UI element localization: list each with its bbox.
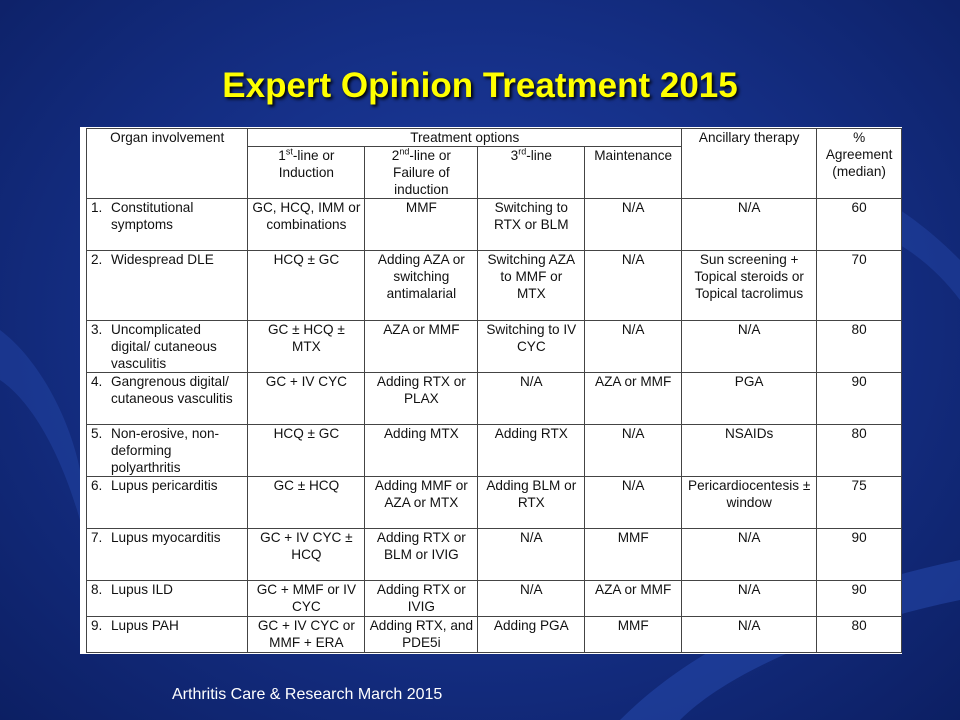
header-second-line: 2nd-line or Failure of induction (365, 147, 478, 199)
header-first-line: 1st-line or Induction (248, 147, 365, 199)
second-line-cell: Adding MTX (365, 425, 478, 477)
header-maintenance: Maintenance (585, 147, 682, 199)
source-citation: Arthritis Care & Research March 2015 (172, 686, 443, 703)
table-row (87, 617, 902, 653)
slide-title: Expert Opinion Treatment 2015 (222, 66, 738, 105)
agreement-cell: 90 (817, 373, 902, 425)
row-number: 5. (91, 426, 103, 441)
maintenance-cell: N/A (585, 251, 682, 321)
first-line-cell: HCQ ± GC (248, 251, 365, 321)
agreement-cell: 80 (817, 617, 902, 653)
header-row-top (87, 129, 902, 147)
table-row (87, 425, 902, 477)
organ-cell (91, 581, 243, 598)
organ-name: Lupus myocarditis (111, 530, 221, 545)
ancillary-cell: N/A (682, 321, 817, 373)
first-line-cell: GC + MMF or IV CYC (248, 581, 365, 617)
maintenance-cell: N/A (585, 321, 682, 373)
header-ancillary: Ancillary therapy (682, 129, 817, 199)
second-line-cell: Adding AZA or switching antimalarial (365, 251, 478, 321)
table-row (87, 581, 902, 617)
third-line-cell: Switching to RTX or BLM (478, 199, 585, 251)
third-line-cell: Switching AZA to MMF or MTX (478, 251, 585, 321)
header-third-line: 3rd-line (478, 147, 585, 199)
third-line-cell: Adding RTX (478, 425, 585, 477)
first-line-cell: GC, HCQ, IMM or combinations (248, 199, 365, 251)
third-line-cell: Adding PGA (478, 617, 585, 653)
maintenance-cell: AZA or MMF (585, 373, 682, 425)
treatment-table (86, 128, 902, 653)
organ-cell (91, 199, 243, 233)
row-number: 4. (91, 374, 103, 389)
organ-cell (91, 251, 243, 268)
header-agreement: % Agreement (median) (817, 129, 902, 199)
agreement-cell: 80 (817, 321, 902, 373)
organ-name: Non-erosive, non-deforming polyarthritis (111, 426, 220, 475)
row-number: 6. (91, 478, 103, 493)
agreement-cell: 90 (817, 529, 902, 581)
ancillary-cell: N/A (682, 581, 817, 617)
second-line-cell: AZA or MMF (365, 321, 478, 373)
third-line-cell: N/A (478, 373, 585, 425)
maintenance-cell: MMF (585, 529, 682, 581)
organ-cell (91, 529, 243, 546)
second-line-cell: Adding RTX or BLM or IVIG (365, 529, 478, 581)
organ-name: Lupus pericarditis (111, 478, 218, 493)
organ-name: Widespread DLE (111, 252, 214, 267)
header-treatment-options: Treatment options (248, 129, 682, 147)
row-number: 3. (91, 322, 103, 337)
organ-cell (91, 321, 243, 372)
agreement-cell: 60 (817, 199, 902, 251)
organ-name: Uncomplicated digital/ cutaneous vasculitis (111, 322, 217, 371)
row-number: 9. (91, 618, 103, 633)
maintenance-cell: N/A (585, 477, 682, 529)
third-line-cell: N/A (478, 529, 585, 581)
ancillary-cell: Pericardiocentesis ± window (682, 477, 817, 529)
table-row (87, 373, 902, 425)
table-row (87, 321, 902, 373)
second-line-cell: Adding RTX, and PDE5i (365, 617, 478, 653)
second-line-cell: Adding MMF or AZA or MTX (365, 477, 478, 529)
organ-cell (91, 477, 243, 494)
first-line-cell: GC + IV CYC ± HCQ (248, 529, 365, 581)
first-line-cell: GC + IV CYC or MMF + ERA (248, 617, 365, 653)
agreement-cell: 75 (817, 477, 902, 529)
third-line-cell: N/A (478, 581, 585, 617)
second-line-cell: Adding RTX or IVIG (365, 581, 478, 617)
maintenance-cell: AZA or MMF (585, 581, 682, 617)
organ-cell (91, 617, 243, 634)
ancillary-cell: N/A (682, 529, 817, 581)
table-row (87, 251, 902, 321)
agreement-cell: 90 (817, 581, 902, 617)
organ-cell (91, 373, 243, 407)
third-line-cell: Switching to IV CYC (478, 321, 585, 373)
organ-name: Gangrenous digital/ cutaneous vasculitis (111, 374, 233, 406)
ancillary-cell: Sun screening + Topical steroids or Topical tacrolimus (682, 251, 817, 321)
table-row (87, 477, 902, 529)
ancillary-cell: NSAIDs (682, 425, 817, 477)
organ-name: Lupus PAH (111, 618, 179, 633)
third-line-cell: Adding BLM or RTX (478, 477, 585, 529)
first-line-cell: GC + IV CYC (248, 373, 365, 425)
organ-name: Constitutional symptoms (111, 200, 194, 232)
first-line-cell: HCQ ± GC (248, 425, 365, 477)
table-row (87, 199, 902, 251)
first-line-cell: GC ± HCQ ± MTX (248, 321, 365, 373)
row-number: 8. (91, 582, 103, 597)
table-row (87, 529, 902, 581)
second-line-cell: MMF (365, 199, 478, 251)
ancillary-cell: N/A (682, 199, 817, 251)
row-number: 2. (91, 252, 103, 267)
ancillary-cell: N/A (682, 617, 817, 653)
treatment-table-panel (80, 127, 902, 654)
row-number: 7. (91, 530, 103, 545)
second-line-cell: Adding RTX or PLAX (365, 373, 478, 425)
organ-cell (91, 425, 243, 476)
first-line-cell: GC ± HCQ (248, 477, 365, 529)
ancillary-cell: PGA (682, 373, 817, 425)
agreement-cell: 80 (817, 425, 902, 477)
header-organ: Organ involvement (87, 129, 248, 199)
agreement-cell: 70 (817, 251, 902, 321)
maintenance-cell: MMF (585, 617, 682, 653)
maintenance-cell: N/A (585, 199, 682, 251)
organ-name: Lupus ILD (111, 582, 173, 597)
row-number: 1. (91, 200, 103, 215)
maintenance-cell: N/A (585, 425, 682, 477)
